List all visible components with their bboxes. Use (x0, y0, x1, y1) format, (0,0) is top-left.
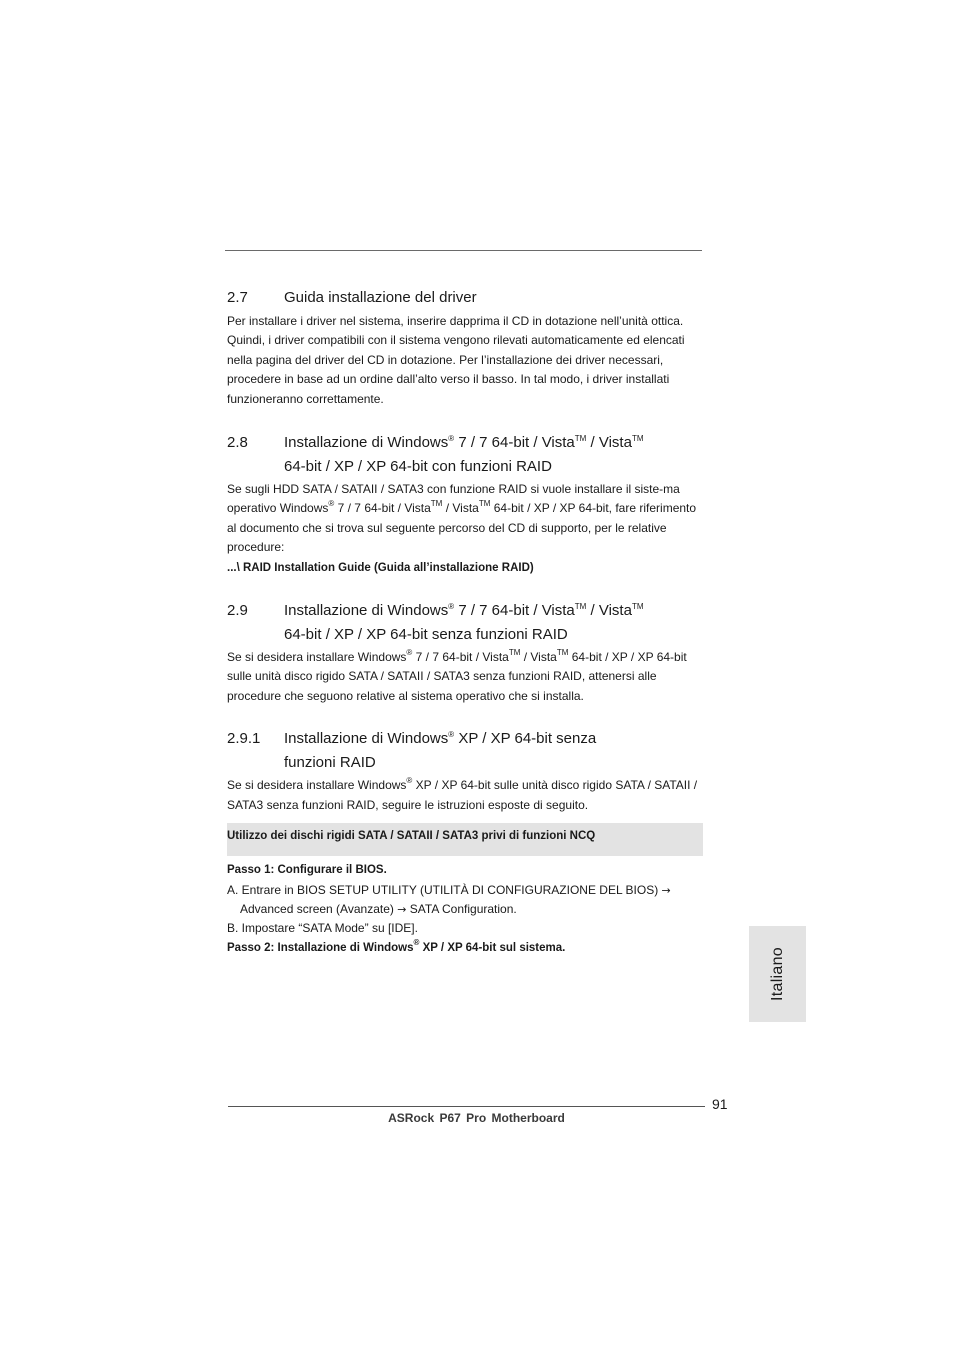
trademark-mark: TM (631, 602, 644, 612)
section-2-8-heading (227, 431, 704, 479)
raid-guide-path: ...\ RAID Installation Guide (Guida all’installazione RAID) (227, 561, 534, 574)
section-number: 2.8 (227, 434, 248, 452)
trademark-mark: TM (556, 648, 569, 658)
body-part: / Vista (442, 501, 479, 516)
step-a-part: Advanced screen (Avanzate) (240, 901, 394, 916)
title-part: 7 / 7 64-bit / Vista (454, 434, 575, 452)
body-part: 7 / 7 64-bit / Vista (334, 501, 431, 516)
section-2-9-1-heading (227, 727, 704, 775)
registered-mark: ® (448, 434, 455, 444)
section-title (284, 727, 704, 775)
step-2-heading (227, 939, 704, 958)
body-part: Se sugli HDD SATA / SATAII / SATA3 con funzione RAID si vuole installare il siste-ma operativo Windows (227, 482, 680, 516)
registered-mark: ® (448, 602, 455, 612)
arrow-icon: → (661, 883, 671, 897)
title-part: / Vista (586, 602, 632, 620)
footer-title: ASRock P67 Pro Motherboard (388, 1111, 565, 1125)
arrow-icon: → (397, 902, 407, 916)
body-part: 7 / 7 64-bit / Vista (412, 650, 509, 665)
body-part: Se si desidera installare Windows (227, 650, 407, 665)
registered-mark: ® (413, 937, 420, 947)
body-part: 64-bit / XP / XP 64-bit sulle unità disco rigido SATA / SATAII / SATA3 senza funzioni RAID, attenersi alle procedure che seguono relative al sistema operativo che si installa. (227, 650, 687, 703)
page-number: 91 (712, 1096, 728, 1112)
section-title (284, 431, 704, 479)
title-part: Installazione di Windows (284, 434, 449, 452)
language-tab-label: Italiano (768, 947, 786, 1001)
section-number: 2.9.1 (227, 730, 261, 748)
registered-mark: ® (406, 776, 413, 786)
title-part: Installazione di Windows (284, 730, 449, 748)
step-a-part: SATA Configuration. (409, 901, 517, 916)
trademark-mark: TM (574, 434, 587, 444)
section-2-9-1-body (227, 776, 704, 815)
title-part: 7 / 7 64-bit / Vista (454, 602, 575, 620)
section-2-8-body (227, 480, 704, 558)
step-2-part: Passo 2: Installazione di Windows (227, 941, 414, 954)
trademark-mark: TM (508, 648, 521, 658)
section-title: Guida installazione del driver (284, 289, 477, 306)
body-part: XP / XP 64-bit sulle unità disco rigido SATA / SATAII / SATA3 senza funzioni RAID, seguire le istruzioni esposte di seguito. (227, 778, 698, 812)
title-part: / Vista (586, 434, 632, 452)
step-a (227, 881, 704, 920)
language-tab (749, 926, 806, 1022)
step-2-part: XP / XP 64-bit sul sistema. (419, 941, 566, 954)
title-part: Installazione di Windows (284, 602, 449, 620)
page-content (227, 286, 704, 958)
ncq-banner (227, 823, 703, 856)
section-2-7-body: Per installare i driver nel sistema, inserire dapprima il CD in dotazione nell’unità ottica. Quindi, i driver compatibili con il sistema vengono rilevati automaticamente ed elencati nella pagina del driver del CD in dotazione. Per l’installazione dei driver necessari, procedere in base ad un ordine dall’alto verso il basso. In tal modo, i driver installati funzioneranno correttamente. (227, 314, 685, 406)
section-2-9-body (227, 648, 704, 706)
banner-text: Utilizzo dei dischi rigidi SATA / SATAII / SATA3 privi di funzioni NCQ (227, 830, 596, 843)
registered-mark: ® (406, 648, 413, 658)
step-b: B. Impostare “SATA Mode” su [IDE]. (227, 921, 418, 936)
bottom-rule (228, 1106, 705, 1107)
trademark-mark: TM (430, 499, 443, 509)
registered-mark: ® (448, 730, 455, 740)
trademark-mark: TM (478, 499, 491, 509)
top-rule (225, 250, 702, 251)
step-1-heading: Passo 1: Configurare il BIOS. (227, 864, 387, 877)
section-title (284, 599, 704, 647)
section-number: 2.9 (227, 602, 248, 620)
section-2-9-heading (227, 599, 704, 647)
title-part: 64-bit / XP / XP 64-bit con funzioni RAID (284, 458, 552, 476)
title-part: XP / XP 64-bit senza (454, 730, 597, 748)
body-part: Se si desidera installare Windows (227, 778, 407, 793)
body-part: 64-bit / XP / XP 64-bit, fare riferimento al documento che si trova sul seguente percorso del CD di supporto, per le relative procedure: (227, 501, 697, 555)
registered-mark: ® (328, 499, 335, 509)
step-a-part: A. Entrare in BIOS SETUP UTILITY (UTILITÀ DI CONFIGURAZIONE DEL BIOS) (227, 882, 659, 897)
section-2-7-heading (227, 286, 704, 310)
trademark-mark: TM (574, 602, 587, 612)
title-part: 64-bit / XP / XP 64-bit senza funzioni RAID (284, 626, 568, 644)
section-number: 2.7 (227, 289, 248, 306)
trademark-mark: TM (631, 434, 644, 444)
body-part: / Vista (520, 650, 557, 665)
title-part: funzioni RAID (284, 754, 376, 772)
